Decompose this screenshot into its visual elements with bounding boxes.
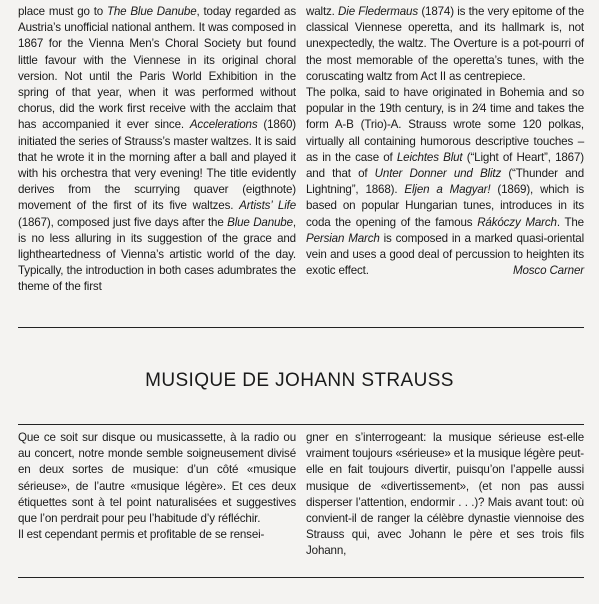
text-run: time and takes the form A-B (Trio)-A. Strauss wrote some 120 polkas, virtually all containing humorous descriptive touches – as in the case of bbox=[306, 102, 584, 164]
work-title: Artists’ Life bbox=[239, 199, 297, 213]
text-run: . The bbox=[556, 215, 584, 229]
text-run: (“Light of Heart”, 1867) and that of bbox=[306, 150, 584, 181]
time-signature: 2⁄4 bbox=[471, 102, 487, 116]
french-paragraph-2: Il est cependant permis et profitable de se rensei- bbox=[18, 528, 265, 542]
text-run: place must go to bbox=[18, 5, 107, 18]
french-column-right bbox=[306, 430, 584, 560]
french-paragraph-3: gner en s’interrogeant: la musique sérieuse est-elle vraiment toujours «sérieuse» et la musique légère peut-elle en fait toujours divertir, puisqu’on l’appelle aussi musique de «divertissement», (et non pas aussi disperser l’attention, endormir . . .)? Mais avant tout: où convient-il de ranger la célèbre dynastie viennoise des Strauss qui, avec Johann le père et ses trois fils Johann, bbox=[306, 431, 584, 558]
english-paragraph-3 bbox=[306, 85, 584, 279]
divider-rule-top bbox=[18, 327, 584, 328]
work-title: Persian March bbox=[306, 231, 380, 245]
work-title: Unter Donner und Blitz bbox=[374, 167, 502, 181]
author-signature: Mosco Carner bbox=[512, 264, 584, 278]
work-title: Eljen a Magyar! bbox=[404, 183, 491, 197]
text-run: (1860) initiated the series of Strauss’s master waltzes. It is said that he wrote it in the morning after a ball and played it with his orchestra that very evening! The title evidently derives from the scurrying quaver (eigthnote) movement of the first of its five waltzes. bbox=[18, 118, 297, 213]
french-text-section bbox=[18, 430, 584, 560]
text-run: (“Thunder and Lightning”, 1868). bbox=[306, 167, 584, 197]
french-column-left bbox=[18, 430, 296, 560]
english-column-right bbox=[306, 4, 584, 296]
french-paragraph-1: Que ce soit sur disque ou musicassette, à la radio ou au concert, notre monde semble soigneusement divisé en deux sortes de musique: d’un côté «musique sérieuse», de l’autre «musique légère». Et ces deux étiquettes sont à tel point naturalisées et suggestives que l’on perdrait pour peu l’habitude d’y réfléchir. bbox=[18, 431, 296, 526]
text-run: (1874) is the very epitome of the classical Viennese operetta, and its hallmark is, not unexpectedly, the waltz. The Overture is a pot-pourri of the most memorable of the operetta’s tunes, with the coruscating waltz from Act II as centrepiece. bbox=[306, 5, 585, 83]
work-title: Rákóczy March bbox=[477, 215, 557, 229]
text-run: The polka, said to have originated in Bohemia and so popular in the 19th century, is in bbox=[306, 86, 584, 116]
section-heading: MUSIQUE DE JOHANN STRAUSS bbox=[145, 370, 454, 391]
text-run: , is no less alluring in its suggestion of the grace and lightheartedness of Vienna’s artistic world of the day. Typically, the introduction in both cases adumbrates the theme of the first bbox=[18, 215, 296, 294]
text-run: (1867), composed just five days after the bbox=[18, 215, 228, 229]
english-text-section bbox=[18, 4, 584, 296]
english-paragraph-2 bbox=[306, 4, 584, 85]
english-column-left bbox=[18, 4, 296, 296]
text-run: (1869), which is based on popular Hungarian tunes, introduces in its coda the opening of the famous bbox=[306, 183, 584, 229]
work-title: The Blue Danube bbox=[106, 5, 197, 18]
work-title: Leichtes Blut bbox=[396, 150, 463, 164]
text-run: waltz. bbox=[306, 5, 339, 18]
work-title: Die Fledermaus bbox=[338, 5, 419, 18]
text-run: , today regarded as Austria’s unofficial national anthem. It was composed in 1867 for the Vienna Men’s Choral Society but found little favour with the Viennese in its original choral version. Not until the Paris World Exhibition in the spring of that year, when it was performed without chorus, did the work first receive with the acclaim that has accompanied it ever since. bbox=[18, 5, 296, 132]
work-title: Accelerations bbox=[189, 118, 258, 132]
divider-rule-middle bbox=[18, 424, 584, 425]
english-paragraph-1 bbox=[18, 4, 296, 296]
divider-rule-bottom bbox=[18, 577, 584, 578]
work-title: Blue Danube bbox=[227, 215, 293, 229]
text-run: is composed in a marked quasi-oriental vein and uses a good deal of percussion to heighten its exotic effect. bbox=[306, 231, 584, 278]
